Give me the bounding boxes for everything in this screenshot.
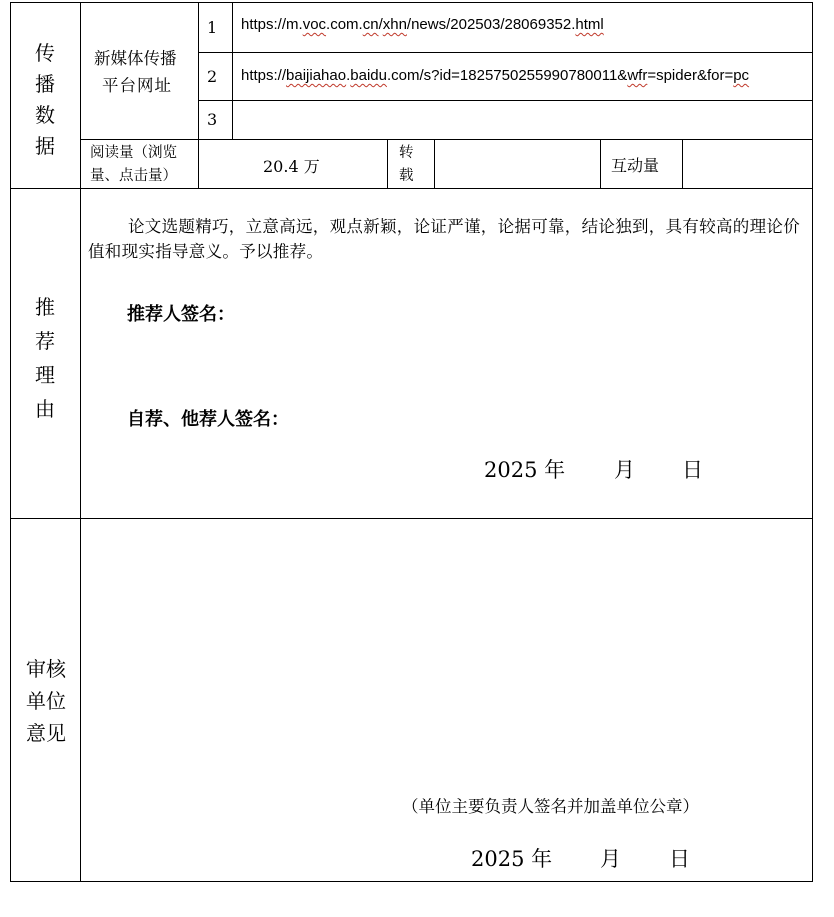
recommendation-date-day: 日 [682,458,703,482]
table-border-bottom [10,881,813,882]
recommender-signature-label: 推荐人签名： [127,304,235,325]
stats-divider-5 [682,139,683,189]
dissemination-label-char: 传 [35,41,55,65]
url-segment: xhn [382,16,407,33]
recommendation-label-char: 推 [35,295,55,319]
review-label [20,653,72,749]
stats-divider-1 [198,139,199,189]
table-border-top [10,2,812,3]
url-segment: / [378,16,383,33]
recommendation-label [30,290,60,426]
url-segment: voc [302,16,327,33]
stats-divider-2 [387,139,388,189]
url-segment: cn [362,16,379,33]
interaction-label: 互动量 [611,156,660,175]
reads-value: 20.4 万 [263,157,320,176]
reads-label-line2: 量、点击量） [90,168,177,184]
link-row-divider-2 [198,100,812,101]
review-date-year: 2025 年 [471,847,553,871]
link-number: 2 [207,67,218,86]
recommendation-date-month: 月 [614,458,635,482]
url-segment: .com. [326,16,363,33]
section-divider-2 [10,518,813,519]
review-date-month: 月 [600,847,621,871]
recommendation-label-char: 荐 [35,329,55,353]
seal-note: （单位主要负责人签名并加盖单位公章） [402,797,699,816]
reads-label-line1: 阅读量（浏览 [90,145,177,161]
url-segment: .com/s?id=1825750255990780011& [386,67,628,84]
dissemination-label [30,38,60,162]
dissemination-label-char: 数 [35,103,55,127]
repost-label-line1: 转 [399,145,414,161]
link-row-divider-1 [198,52,812,53]
url-segment: https://m. [241,16,303,33]
review-label-line: 审核 [26,657,66,681]
recommendation-label-char: 由 [35,397,55,421]
table-border-right [812,2,813,882]
url-segment: https:// [241,67,287,84]
review-label-line: 单位 [26,689,66,713]
stats-divider-3 [434,139,435,189]
url-segment: =spider&for= [647,67,734,84]
stats-row-top [80,139,812,140]
url-segment: wfr [627,67,648,84]
platform-label-line2: 平台网址 [102,76,172,95]
url-segment: . [346,67,351,84]
review-date-day: 日 [669,847,690,871]
stats-divider-4 [600,139,601,189]
label-column-divider [80,2,81,882]
recommendation-date-year: 2025 年 [484,458,566,482]
section-divider-1 [10,188,813,189]
recommendation-text: 论文选题精巧，立意高远，观点新颖，论证严谨，论据可靠，结论独到，具有较高的理论价值和现实指导意义。予以推荐。 [88,217,800,261]
repost-label-line2: 载 [399,168,414,184]
link-number: 3 [207,110,218,129]
platform-label-line1: 新媒体传播 [94,49,177,68]
dissemination-label-char: 据 [35,134,55,158]
url-segment: baidu [350,67,387,84]
dissemination-label-char: 播 [35,72,55,96]
link-url-2[interactable] [241,67,749,84]
url-segment: baijiahao [286,67,347,84]
recommendation-label-char: 理 [35,363,55,387]
self-recommender-signature-label: 自荐、他荐人签名： [127,409,289,430]
url-segment: html [575,16,604,33]
table-border-left [10,2,11,882]
url-segment: /news/202503/28069352. [406,16,576,33]
link-number-divider [232,2,233,139]
review-label-line: 意见 [26,721,66,745]
url-segment: pc [733,67,750,84]
platform-label-divider [198,2,199,139]
link-url-1[interactable] [241,16,604,33]
link-number: 1 [207,18,218,37]
